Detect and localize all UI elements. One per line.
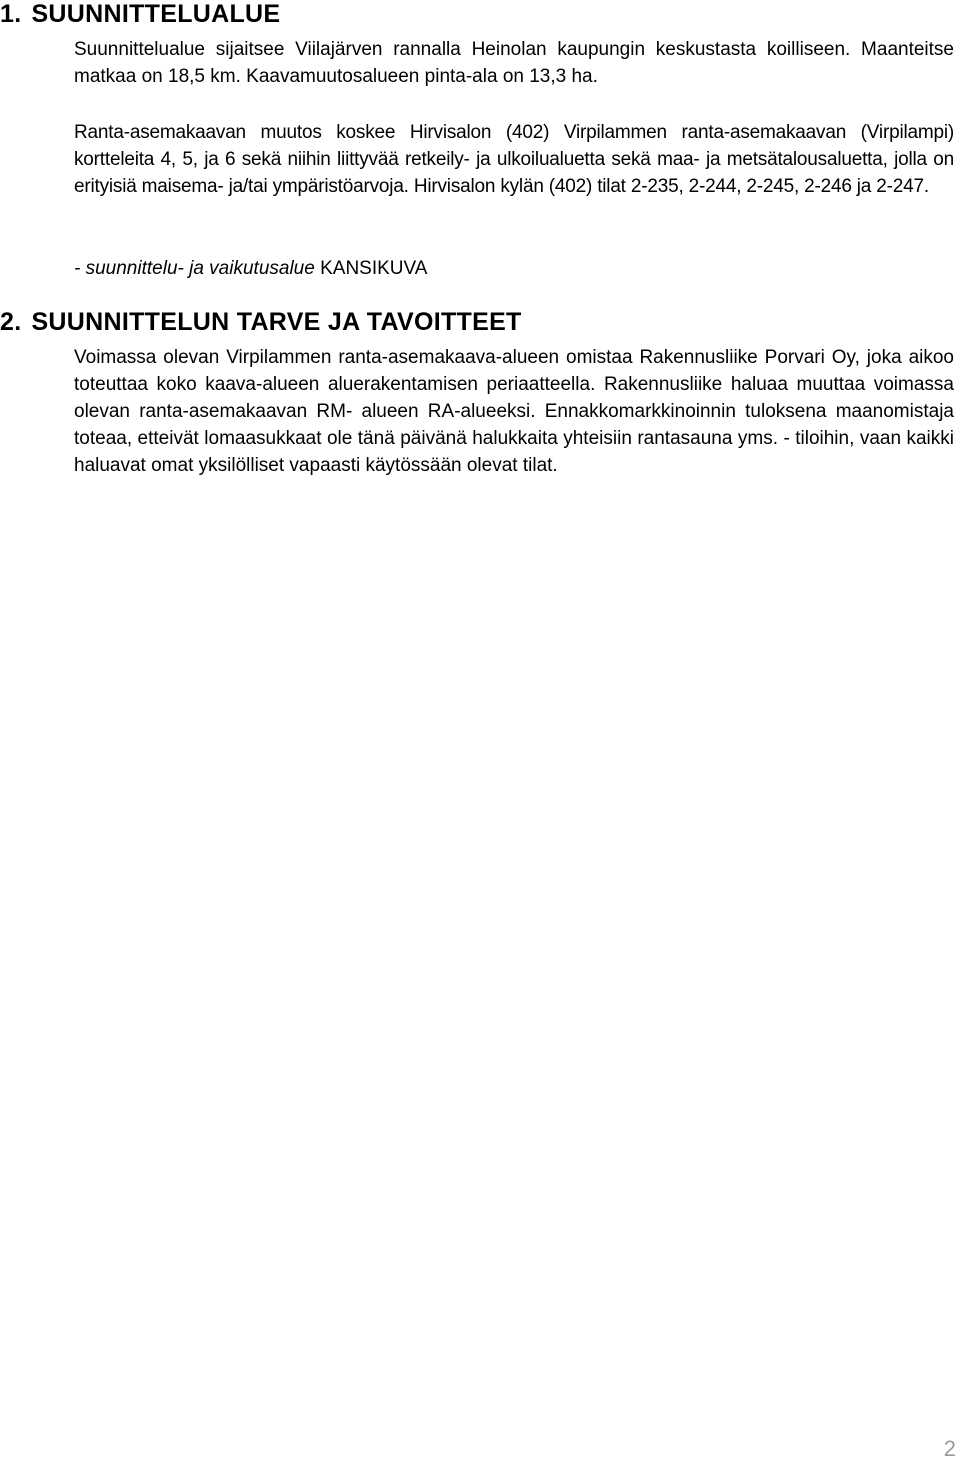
section-1-paragraph-scope <box>74 119 954 200</box>
section-2-heading <box>0 308 522 336</box>
section-1-paragraph-location: Suunnittelualue sijaitsee Viilajärven rannalla Heinolan kaupungin keskustasta koilliseen. Maanteitse matkaa on 18,5 km. Kaavamuutosalueen pinta-ala on 13,3 ha. <box>74 39 954 87</box>
section-1-heading <box>0 0 280 28</box>
section-1-number: 1. <box>0 0 22 28</box>
section-2-number: 2. <box>0 308 22 336</box>
section-1-paragraph-scope-text: Ranta-asemakaavan muutos koskee Hirvisalon (402) Virpilammen ranta-asemakaavan (Virpilampi) kortteleita 4, 5, ja 6 sekä niihin liittyvää retkeily- ja ulkoilualuetta sekä maa- ja metsätalousaluetta, jolla on erityisiä maisema- ja/tai ympäristöarvoja. Hirvisalon kylän (402) tilat 2-235, 2-244, 2-245, 2-246 ja 2-247. <box>74 122 954 197</box>
section-2-paragraph: Voimassa olevan Virpilammen ranta-asemakaava-alueen omistaa Rakennusliike Porvari Oy, joka aikoo toteuttaa koko kaava-alueen aluerakentamisen periaatteella. Rakennusliike haluaa muuttaa voimassa olevan ranta-asemakaavan RM- alueen RA-alueeksi. Ennakkomarkkinoinnin tuloksena maanomistaja toteaa, etteivät lomaasukkaat ole tänä päivänä halukkaita yhteisiin rantasauna yms. - tiloihin, vaan kaikki haluavat omat yksilölliset vapaasti käytössään olevat tilat. <box>74 347 954 476</box>
figure-reference <box>74 255 954 282</box>
section-1-title: SUUNNITTELUALUE <box>31 0 281 28</box>
figure-reference-label: KANSIKUVA <box>320 258 428 279</box>
page-number: 2 <box>943 1436 956 1461</box>
figure-reference-description: - suunnittelu- ja vaikutusalue <box>74 258 315 279</box>
section-2-title: SUUNNITTELUN TARVE JA TAVOITTEET <box>31 308 522 336</box>
